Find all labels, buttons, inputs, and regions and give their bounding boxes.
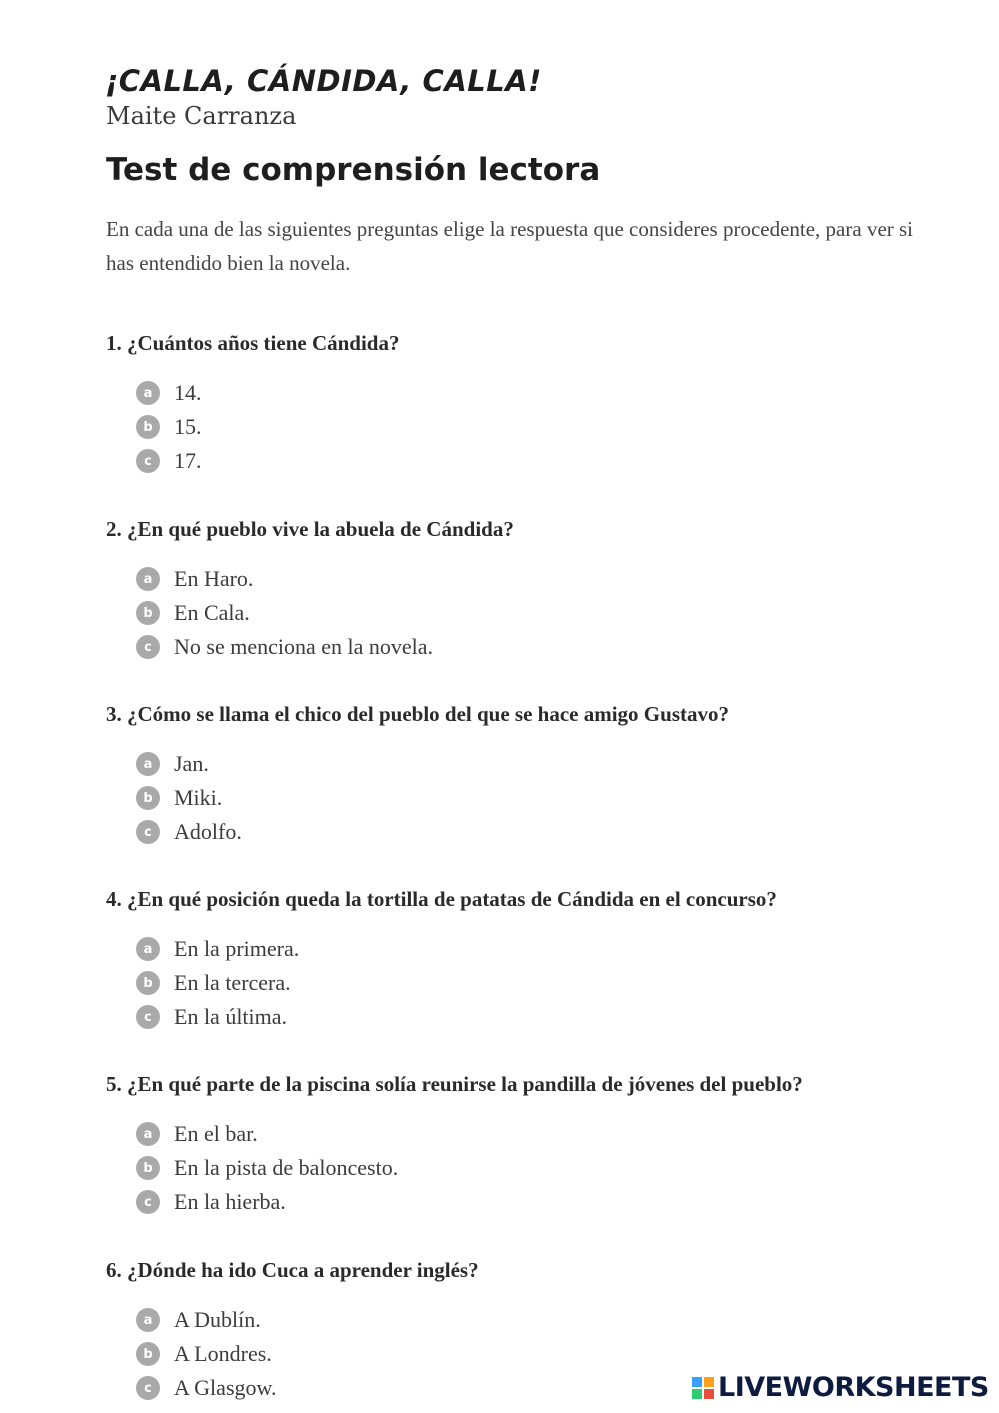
question-text: 1. ¿Cuántos años tiene Cándida?: [106, 331, 400, 355]
option-letter-badge: c: [136, 1376, 160, 1400]
option-letter-badge: b: [136, 786, 160, 810]
question-4: [106, 884, 966, 1034]
option-text: En la tercera.: [174, 970, 291, 995]
option-letter-badge: a: [136, 752, 160, 776]
option-a[interactable]: [136, 562, 966, 596]
question-5: [106, 1069, 966, 1219]
liveworksheets-logo-icon: [692, 1377, 714, 1399]
option-a[interactable]: [136, 932, 966, 966]
intro-text: En cada una de las siguientes preguntas elige la respuesta que consideres procedente, para ver si has entendido bien la novela.: [106, 217, 914, 275]
option-b[interactable]: [136, 781, 966, 815]
option-letter-badge: b: [136, 971, 160, 995]
option-b[interactable]: [136, 1151, 966, 1185]
option-letter-badge: a: [136, 1308, 160, 1332]
option-text: 17.: [174, 448, 202, 473]
section-title: Test de comprensión lectora: [106, 152, 601, 188]
question-text: 4. ¿En qué posición queda la tortilla de patatas de Cándida en el concurso?: [106, 887, 777, 911]
option-text: No se menciona en la novela.: [174, 634, 434, 659]
option-a[interactable]: [136, 747, 966, 781]
option-text: Miki.: [174, 785, 223, 810]
book-title: ¡CALLA, CÁNDIDA, CALLA!: [105, 64, 542, 98]
option-a[interactable]: [136, 1117, 966, 1151]
option-b[interactable]: [136, 966, 966, 1000]
option-c[interactable]: [136, 815, 966, 849]
option-letter-badge: c: [136, 635, 160, 659]
option-c[interactable]: [136, 1185, 966, 1219]
option-text: En la pista de baloncesto.: [174, 1155, 399, 1180]
question-2: [106, 514, 966, 664]
question-text: 2. ¿En qué pueblo vive la abuela de Cándida?: [106, 517, 514, 541]
option-text: Adolfo.: [174, 819, 242, 844]
option-list: [106, 932, 966, 1034]
option-a[interactable]: [136, 1303, 966, 1337]
option-letter-badge: c: [136, 1190, 160, 1214]
option-list: [106, 562, 966, 664]
author-name: Maite Carranza: [106, 102, 297, 130]
question-3: [106, 699, 966, 849]
option-c[interactable]: [136, 630, 966, 664]
option-text: Jan.: [174, 751, 209, 776]
option-b[interactable]: [136, 596, 966, 630]
option-b[interactable]: [136, 1337, 966, 1371]
brand-text: LIVEWORKSHEETS: [718, 1372, 989, 1403]
option-letter-badge: c: [136, 449, 160, 473]
option-list: [106, 376, 966, 478]
option-text: En Haro.: [174, 566, 254, 591]
option-letter-badge: b: [136, 1342, 160, 1366]
option-text: En la última.: [174, 1004, 288, 1029]
option-text: En la hierba.: [174, 1189, 286, 1214]
option-letter-badge: b: [136, 415, 160, 439]
option-c[interactable]: [136, 1000, 966, 1034]
option-letter-badge: c: [136, 1005, 160, 1029]
option-text: En la primera.: [174, 936, 300, 961]
option-letter-badge: c: [136, 820, 160, 844]
option-letter-badge: b: [136, 1156, 160, 1180]
option-text: A Londres.: [174, 1341, 272, 1366]
option-list: [106, 1117, 966, 1219]
option-text: A Dublín.: [174, 1307, 261, 1332]
option-text: En Cala.: [174, 600, 250, 625]
option-text: 15.: [174, 414, 202, 439]
option-c[interactable]: [136, 444, 966, 478]
liveworksheets-brand[interactable]: [692, 1372, 989, 1403]
option-text: 14.: [174, 380, 202, 405]
option-text: En el bar.: [174, 1121, 258, 1146]
question-text: 6. ¿Dónde ha ido Cuca a aprender inglés?: [106, 1258, 479, 1282]
question-text: 3. ¿Cómo se llama el chico del pueblo del que se hace amigo Gustavo?: [106, 702, 729, 726]
option-letter-badge: a: [136, 937, 160, 961]
option-text: A Glasgow.: [174, 1375, 277, 1400]
option-letter-badge: a: [136, 567, 160, 591]
question-text: 5. ¿En qué parte de la piscina solía reunirse la pandilla de jóvenes del pueblo?: [106, 1072, 803, 1096]
option-letter-badge: b: [136, 601, 160, 625]
option-a[interactable]: [136, 376, 966, 410]
question-1: [106, 328, 966, 478]
option-list: [106, 747, 966, 849]
option-letter-badge: a: [136, 381, 160, 405]
option-letter-badge: a: [136, 1122, 160, 1146]
option-b[interactable]: [136, 410, 966, 444]
